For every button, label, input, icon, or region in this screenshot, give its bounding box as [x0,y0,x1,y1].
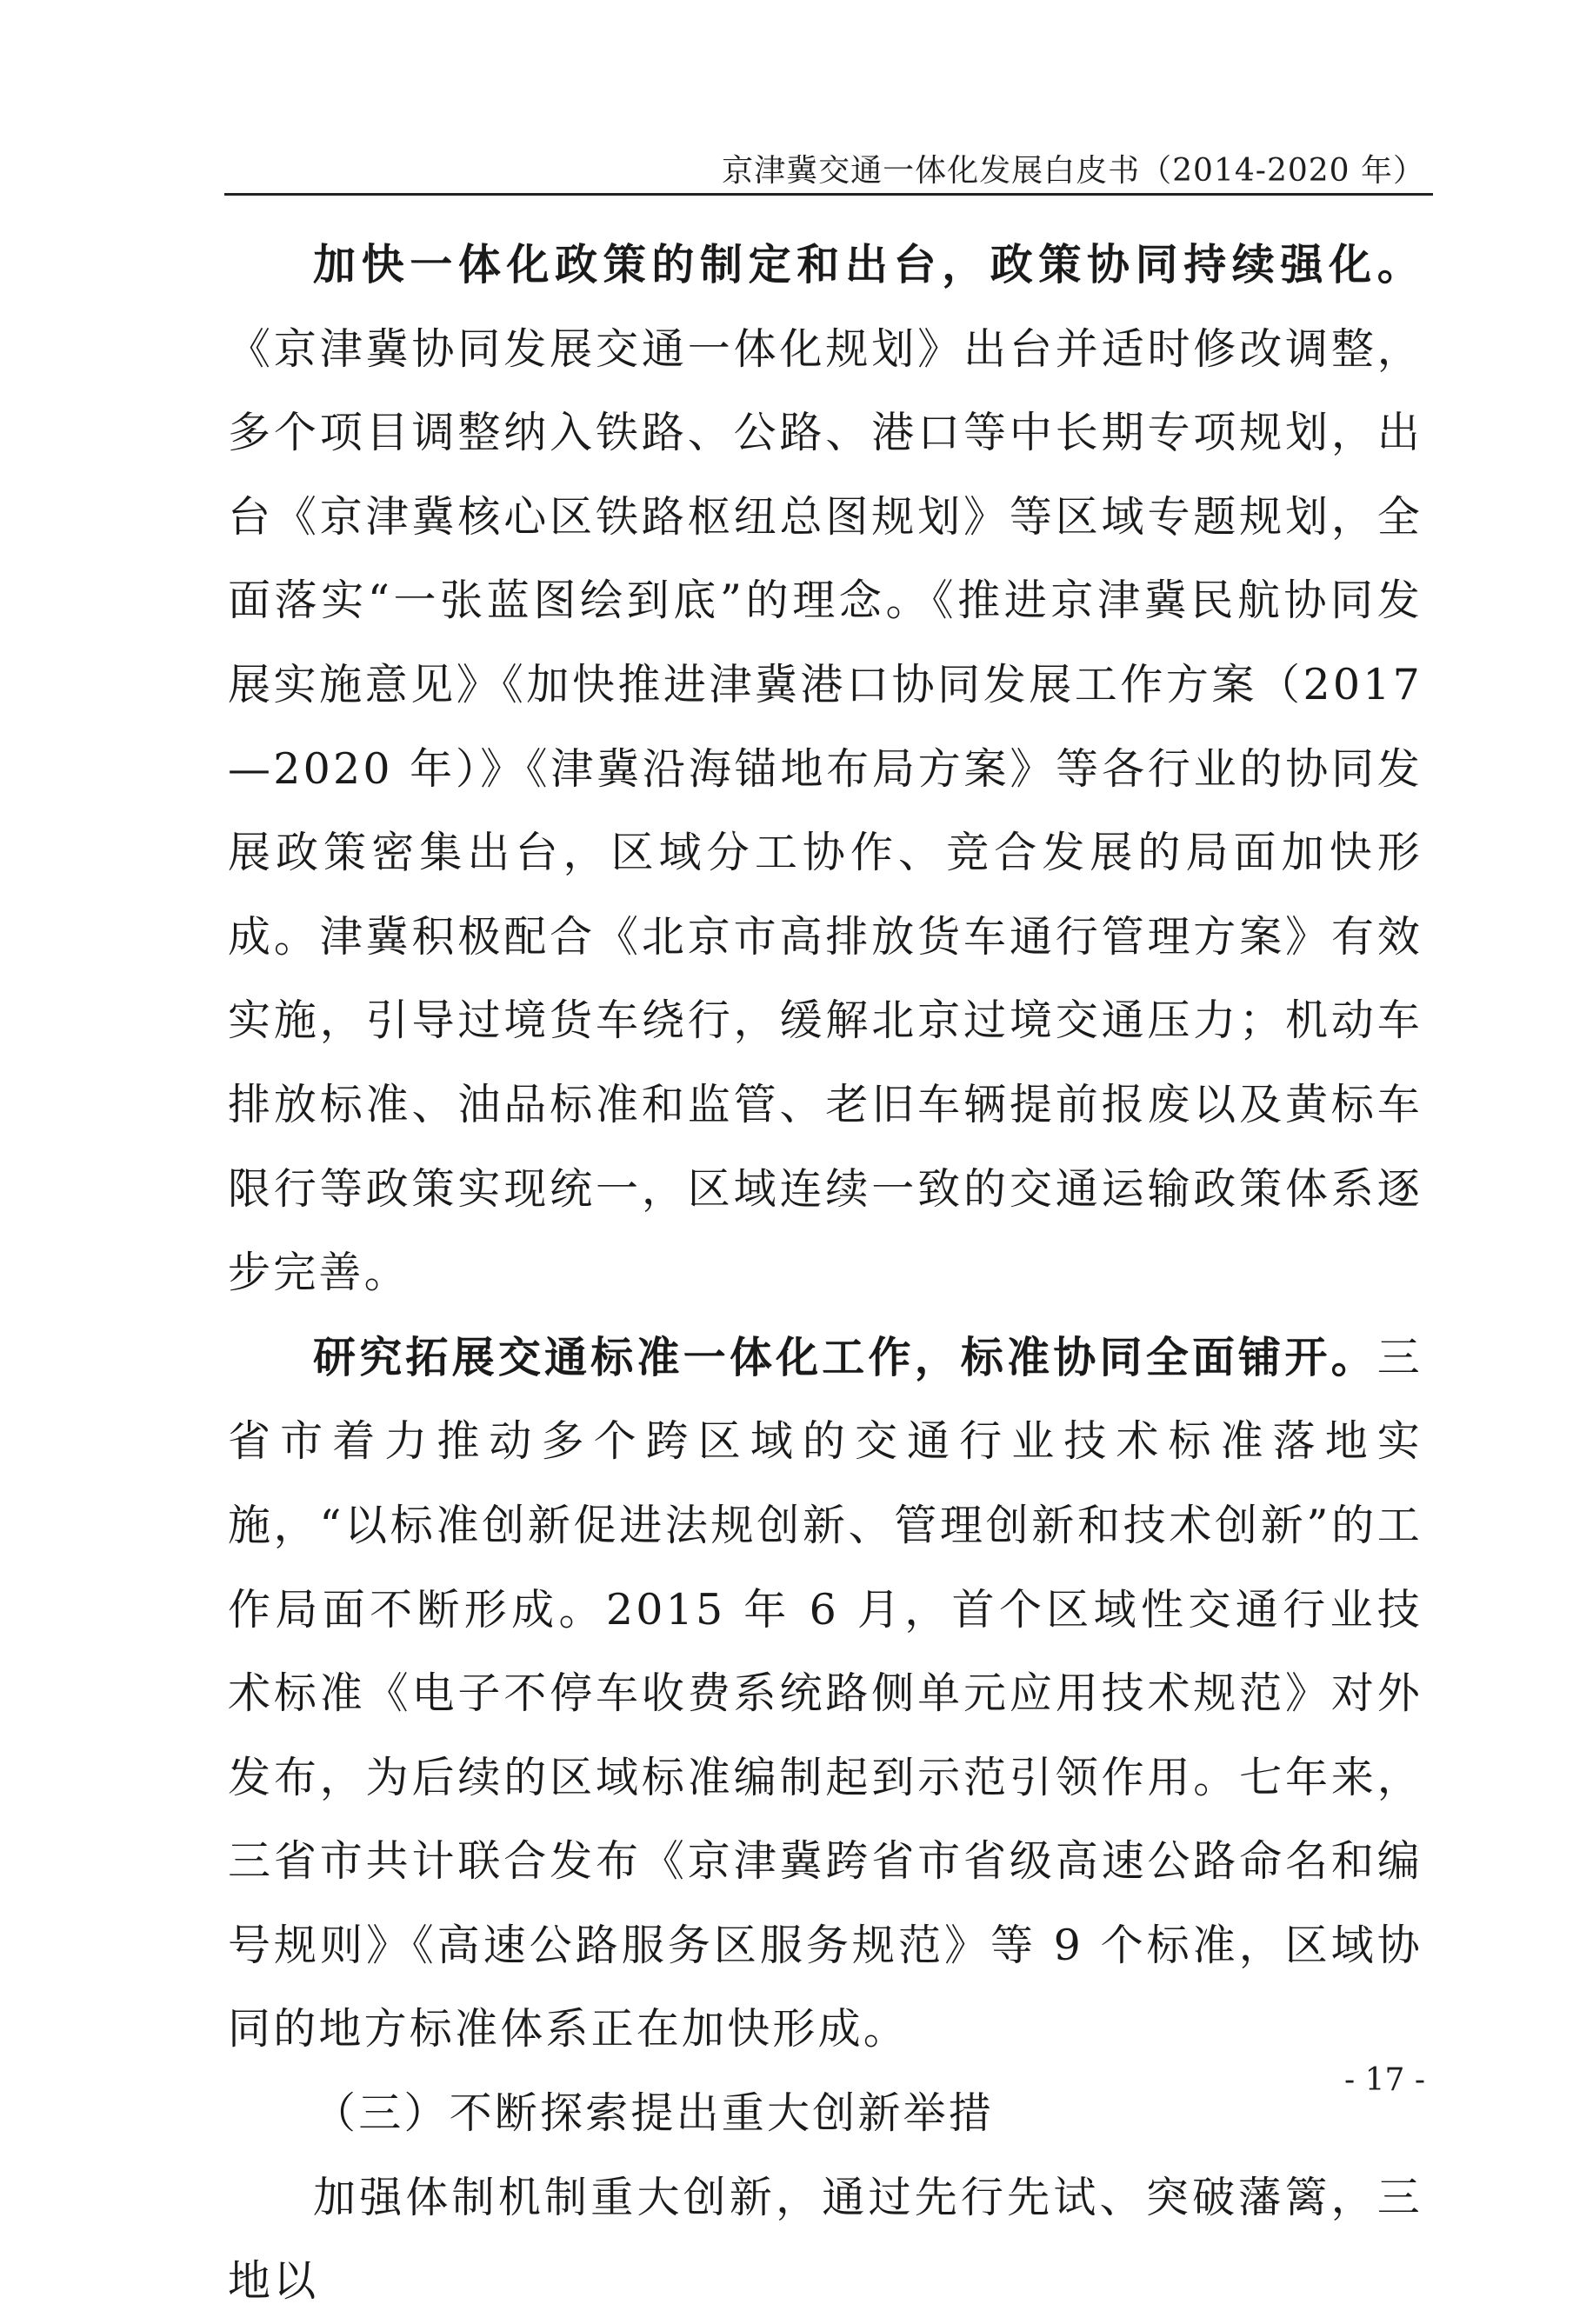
body-text [228,223,1423,2324]
running-header: 京津冀交通一体化发展白皮书（2014-2020 年） [722,153,1425,189]
paragraph-lead: 加快一体化政策的制定和出台，政策协同持续强化。 [313,239,1423,290]
page-number: - 17 - [1343,2062,1425,2098]
paragraph-lead: 研究拓展交通标准一体化工作，标准协同全面铺开。 [313,1331,1377,1382]
paragraph-closing: 加强体制机制重大创新，通过先行先试、突破藩篱，三地以 [228,2172,1423,2307]
header-rule [224,193,1433,196]
section-subheading: （三）不断探索提出重大创新举措 [313,2088,995,2139]
paragraph-text: 三省市着力推动多个跨区域的交通行业技术标准落地实施，“以标准创新促进法规创新、管理创新和技术创新”的工作局面不断形成。2015 年 6 月，首个区域性交通行业技术标准《电子不停车收费系统路侧单元应用技术规范》对外发布，为后续的区域标准编制起到示范引领作用。七年来，三省市共计联合发布《京津冀跨省市省级高速公路命名和编号规则》《高速公路服务区服务规范》等 9 个标准，区域协同的地方标准体系正在加快形成。 [228,1332,1423,2054]
paragraph-policy-coordination [228,223,1423,1315]
paragraph-standards-coordination [228,1315,1423,2072]
paragraph-text: 《京津冀协同发展交通一体化规划》出台并适时修改调整，多个项目调整纳入铁路、公路、港口等中长期专项规划，出台《京津冀核心区铁路枢纽总图规划》等区域专题规划，全面落实“一张蓝图绘到底”的理念。《推进京津冀民航协同发展实施意见》《加快推进津冀港口协同发展工作方案（2017—2020 年）》《津冀沿海锚地布局方案》等各行业的协同发展政策密集出台，区域分工协作、竞合发展的局面加快形成。津冀积极配合《北京市高排放货车通行管理方案》有效实施，引导过境货车绕行，缓解北京过境交通压力；机动车排放标准、油品标准和监管、老旧车辆提前报废以及黄标车限行等政策实现统一，区域连续一致的交通运输政策体系逐步完善。 [228,323,1423,1298]
